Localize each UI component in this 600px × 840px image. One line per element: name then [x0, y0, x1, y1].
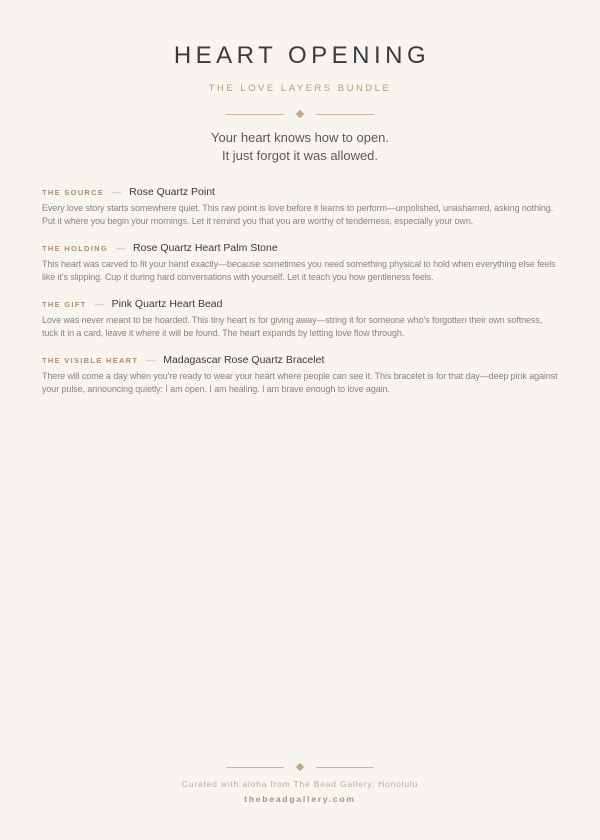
divider-line-left — [226, 114, 284, 115]
separator-dash: — — [115, 243, 125, 253]
product-name: Madagascar Rose Quartz Bracelet — [163, 354, 325, 366]
intro-quote — [0, 129, 600, 165]
section-label: THE VISIBLE HEART — [42, 356, 139, 365]
section-label: THE SOURCE — [42, 188, 105, 197]
section-description: Every love story starts somewhere quiet. This raw point is love before it learns to perform—unpolished, unashamed, asking nothing. Put it where you begin your mornings. Let it remind you that you are worthy of tenderness, especially your own. — [42, 203, 554, 226]
divider-line-right — [316, 767, 374, 768]
page-title: HEART OPENING — [173, 42, 431, 69]
section-header — [42, 242, 558, 255]
section-header — [42, 354, 558, 367]
header — [0, 0, 600, 165]
section-label: THE HOLDING — [42, 244, 108, 253]
section-description: There will come a day when you’re ready to wear your heart where people can see it. This bracelet is for that day—deep pink against your pulse, announcing quietly: I am open. I am healing. I am brave enough to love again. — [42, 371, 558, 394]
diamond-icon — [296, 763, 304, 771]
footer-divider — [0, 764, 600, 770]
product-sections — [0, 186, 600, 396]
footer — [0, 747, 600, 804]
divider-line-left — [226, 767, 284, 768]
section-description: Love was never meant to be hoarded. This tiny heart is for giving away—string it for someone who’s forgotten their own softness, tuck it in a card, leave it where it will be found. The heart expands by letting love flow through. — [42, 315, 543, 338]
product-name: Rose Quartz Point — [129, 186, 215, 198]
bundle-subtitle: THE LOVE LAYERS BUNDLE — [208, 83, 392, 94]
product-name: Pink Quartz Heart Bead — [111, 298, 223, 310]
diamond-icon — [296, 110, 304, 118]
product-name: Rose Quartz Heart Palm Stone — [132, 242, 278, 254]
section-header — [42, 298, 558, 311]
section-the-source — [42, 186, 558, 228]
separator-dash: — — [146, 355, 156, 365]
quote-line-2: It just forgot it was allowed. — [221, 148, 379, 163]
section-header — [42, 186, 558, 199]
quote-line-1: Your heart knows how to open. — [210, 130, 390, 145]
header-divider — [0, 111, 600, 117]
section-label: THE GIFT — [42, 300, 87, 309]
separator-dash: — — [94, 299, 104, 309]
website-url: thebeadgallery.com — [244, 794, 356, 804]
section-the-visible-heart — [42, 354, 558, 396]
section-the-gift — [42, 298, 558, 340]
separator-dash: — — [112, 187, 122, 197]
section-description: This heart was carved to fit your hand exactly—because sometimes you need something physical to hold when everything else feels like it’s slipping. Cup it during hard conversations with yourself. Let it teach you how gentleness feels. — [42, 259, 556, 282]
divider-line-right — [316, 114, 374, 115]
section-the-holding — [42, 242, 558, 284]
curated-by-line: Curated with aloha from The Bead Gallery, Honolulu — [181, 779, 419, 789]
